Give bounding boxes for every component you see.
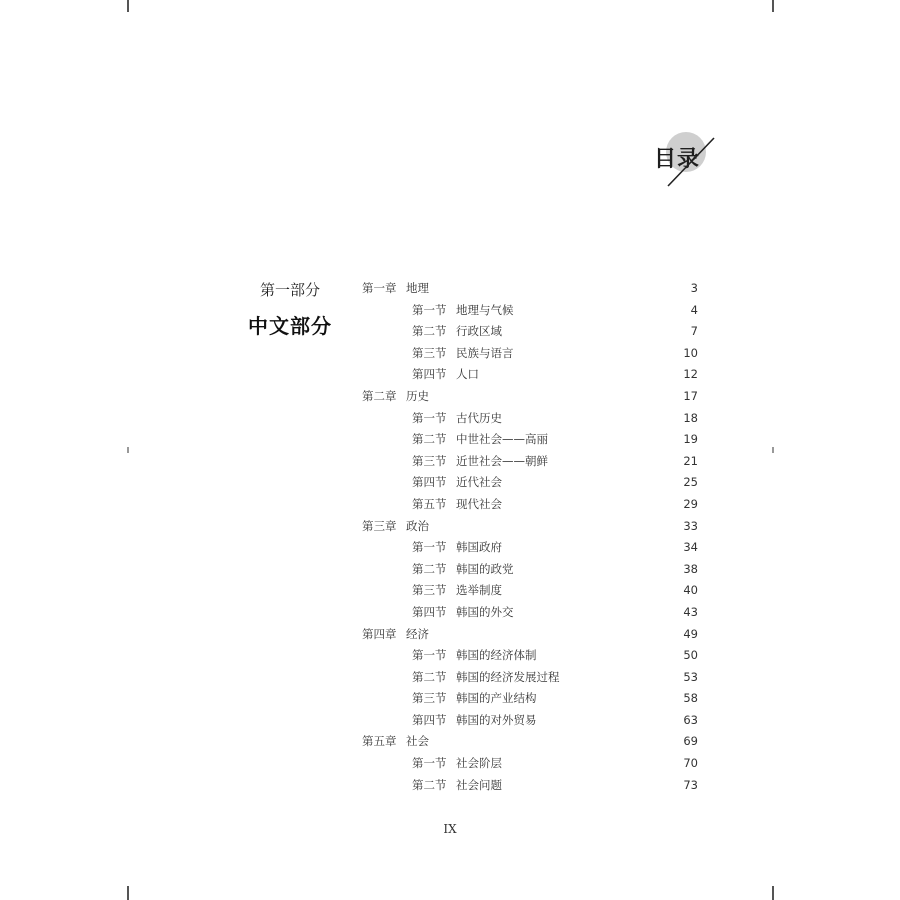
section-title: 韩国的外交 [456,604,514,619]
section-number: 第二节 [412,432,447,447]
toc-section-entry[interactable] [362,667,698,689]
toc-list [362,278,698,796]
section-number: 第四节 [412,367,447,382]
chapter-number: 第四章 [362,626,397,641]
section-number: 第五节 [412,496,447,511]
toc-section-entry[interactable] [362,710,698,732]
toc-chapter-entry[interactable] [362,731,698,753]
part-name: 中文部分 [248,314,332,338]
toc-chapter-entry[interactable] [362,624,698,646]
section-number: 第三节 [412,345,447,360]
entry-page-number: 63 [683,712,698,727]
entry-page-number: 40 [683,583,698,598]
section-number: 第三节 [412,583,447,598]
entry-page-number: 19 [683,432,698,447]
entry-page-number: 4 [690,302,698,317]
chapter-number: 第一章 [362,281,397,295]
entry-page-number: 29 [683,496,698,511]
crop-mark-bottom-right [772,886,774,900]
toc-chapter-entry[interactable] [362,386,698,408]
section-number: 第一节 [412,648,447,663]
chapter-title: 经济 [406,626,429,641]
section-number: 第三节 [412,453,447,468]
part-number: 第一部分 [259,281,320,299]
section-title: 韩国政府 [456,540,502,555]
entry-page-number: 33 [683,518,698,533]
crop-mark-top-left [127,0,129,12]
entry-page-number: 17 [683,388,698,403]
entry-page-number: 12 [683,367,698,382]
entry-page-number: 3 [690,281,698,295]
toc-section-entry[interactable] [362,408,698,430]
section-number: 第四节 [412,604,447,619]
toc-section-entry[interactable] [362,753,698,775]
toc-section-entry[interactable] [362,559,698,581]
section-title: 地理与气候 [456,302,514,317]
toc-section-entry[interactable] [362,364,698,386]
section-title: 古代历史 [456,410,502,425]
part-heading [240,280,340,339]
entry-page-number: 50 [683,648,698,663]
section-number: 第二节 [412,777,447,792]
toc-section-entry[interactable] [362,321,698,343]
toc-section-entry[interactable] [362,429,698,451]
chapter-title: 政治 [406,518,429,533]
header-slash-decoration [654,128,722,188]
chapter-title: 社会 [406,734,429,749]
section-title: 行政区域 [456,324,502,339]
entry-page-number: 38 [683,561,698,576]
entry-page-number: 21 [683,453,698,468]
page-number: IX [443,822,457,836]
entry-page-number: 7 [690,324,698,339]
toc-section-entry[interactable] [362,300,698,322]
toc-section-entry[interactable] [362,602,698,624]
toc-header-badge [654,128,722,188]
toc-section-entry[interactable] [362,645,698,667]
section-title: 选举制度 [456,583,502,598]
toc-section-entry[interactable] [362,775,698,797]
section-number: 第一节 [412,302,447,317]
section-title: 韩国的经济发展过程 [456,669,560,684]
entry-page-number: 69 [683,734,698,749]
toc-section-entry[interactable] [362,472,698,494]
crop-mark-middle-right [772,447,774,453]
section-title: 韩国的政党 [456,561,514,576]
section-title: 近世社会——朝鲜 [456,453,548,468]
section-number: 第三节 [412,691,447,706]
section-title: 社会问题 [456,777,502,792]
entry-page-number: 70 [683,756,698,771]
toc-section-entry[interactable] [362,343,698,365]
toc-section-entry[interactable] [362,494,698,516]
chapter-title: 历史 [406,388,429,403]
section-title: 近代社会 [456,475,502,490]
toc-chapter-entry[interactable] [362,516,698,538]
section-number: 第二节 [412,324,447,339]
entry-page-number: 49 [683,626,698,641]
entry-page-number: 25 [683,475,698,490]
entry-page-number: 43 [683,604,698,619]
chapter-number: 第五章 [362,734,397,749]
toc-section-entry[interactable] [362,537,698,559]
section-number: 第二节 [412,669,447,684]
section-title: 韩国的经济体制 [456,648,537,663]
page-title: 目录 [654,146,701,172]
section-number: 第一节 [412,540,447,555]
chapter-title: 地理 [406,281,429,295]
section-title: 韩国的产业结构 [456,691,537,706]
chapter-number: 第三章 [362,518,397,533]
section-title: 社会阶层 [456,756,502,771]
section-title: 中世社会——高丽 [456,432,548,447]
section-number: 第一节 [412,756,447,771]
toc-section-entry[interactable] [362,580,698,602]
crop-mark-bottom-left [127,886,129,900]
section-title: 人口 [456,367,479,382]
section-title: 现代社会 [456,496,502,511]
entry-page-number: 53 [683,669,698,684]
entry-page-number: 73 [683,777,698,792]
entry-page-number: 10 [683,345,698,360]
toc-chapter-entry[interactable] [362,278,698,300]
entry-page-number: 34 [683,540,698,555]
entry-page-number: 18 [683,410,698,425]
toc-section-entry[interactable] [362,688,698,710]
crop-mark-top-right [772,0,774,12]
section-number: 第一节 [412,410,447,425]
crop-mark-middle-left [127,447,129,453]
entry-page-number: 58 [683,691,698,706]
section-title: 韩国的对外贸易 [456,712,537,727]
toc-section-entry[interactable] [362,451,698,473]
section-number: 第四节 [412,475,447,490]
section-number: 第二节 [412,561,447,576]
section-title: 民族与语言 [456,345,514,360]
chapter-number: 第二章 [362,388,397,403]
section-number: 第四节 [412,712,447,727]
